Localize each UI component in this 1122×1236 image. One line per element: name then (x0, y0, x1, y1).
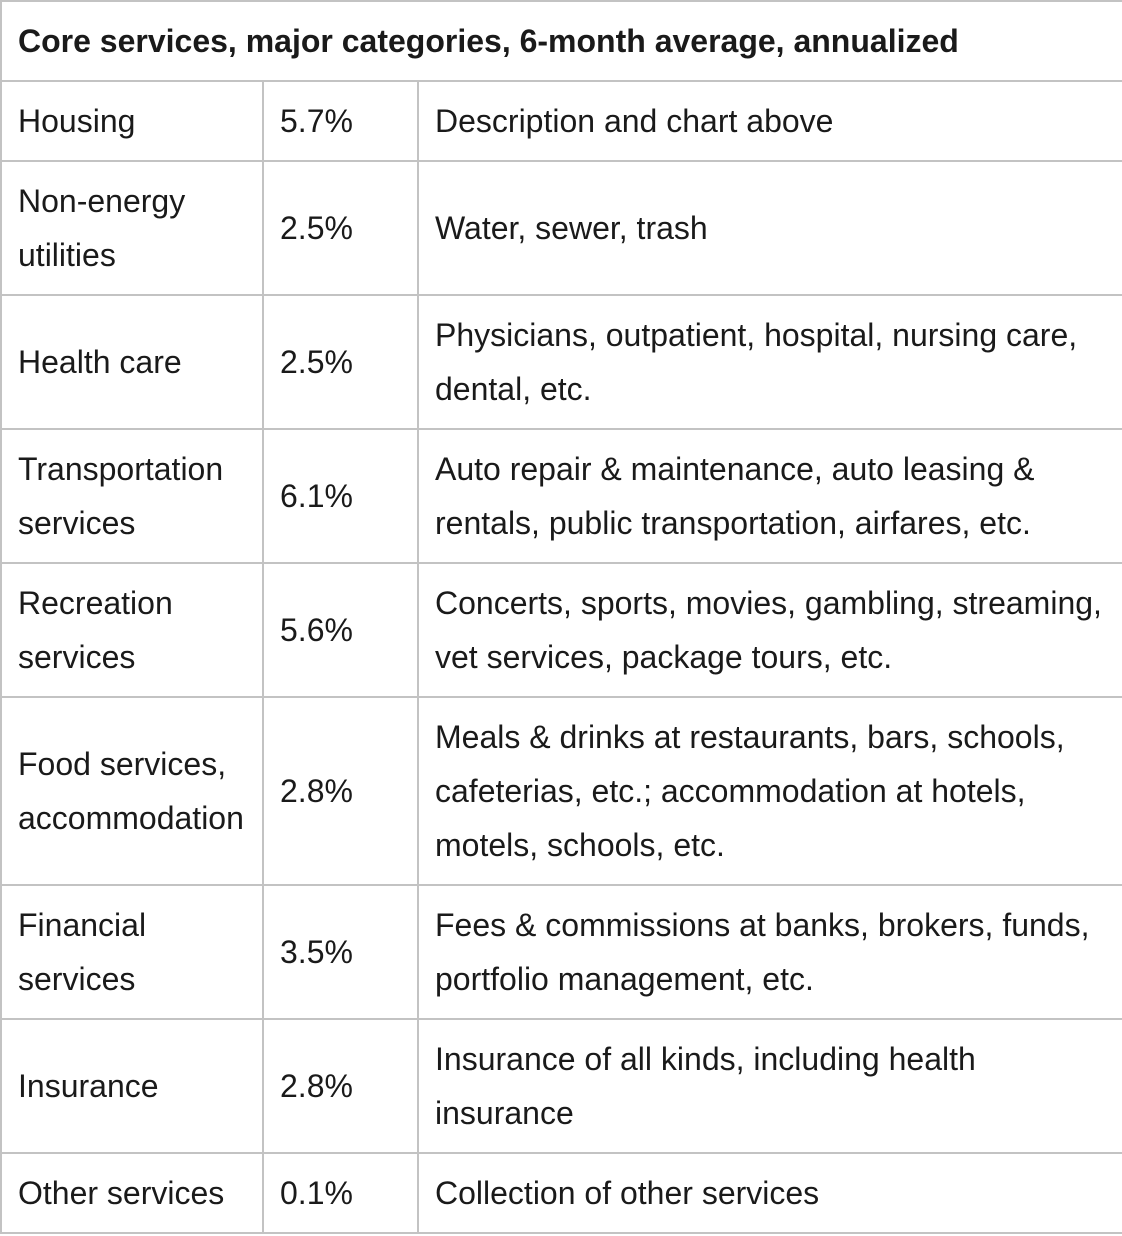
rate-cell: 0.1% (263, 1153, 418, 1233)
category-cell: Financial services (1, 885, 263, 1019)
category-cell: Other services (1, 1153, 263, 1233)
rate-cell: 3.5% (263, 885, 418, 1019)
row-financial-services (1, 885, 1122, 1019)
category-cell: Health care (1, 295, 263, 429)
row-other-services (1, 1153, 1122, 1233)
description-cell: Concerts, sports, movies, gambling, streaming, vet services, package tours, etc. (418, 563, 1122, 697)
rate-cell: 2.8% (263, 1019, 418, 1153)
rate-cell: 5.7% (263, 81, 418, 161)
rate-cell: 2.8% (263, 697, 418, 885)
description-cell: Auto repair & maintenance, auto leasing & rentals, public transportation, airfares, etc. (418, 429, 1122, 563)
description-cell: Description and chart above (418, 81, 1122, 161)
row-transportation-services (1, 429, 1122, 563)
description-cell: Water, sewer, trash (418, 161, 1122, 295)
rate-cell: 5.6% (263, 563, 418, 697)
row-non-energy-utilities (1, 161, 1122, 295)
category-cell: Insurance (1, 1019, 263, 1153)
category-cell: Transportation services (1, 429, 263, 563)
description-cell: Meals & drinks at restaurants, bars, schools, cafeterias, etc.; accommodation at hotels, motels, schools, etc. (418, 697, 1122, 885)
row-recreation-services (1, 563, 1122, 697)
table-header-row (1, 1, 1122, 81)
row-housing (1, 81, 1122, 161)
description-cell: Physicians, outpatient, hospital, nursing care, dental, etc. (418, 295, 1122, 429)
table-title: Core services, major categories, 6-month average, annualized (1, 1, 1122, 81)
rate-cell: 2.5% (263, 161, 418, 295)
category-cell: Recreation services (1, 563, 263, 697)
description-cell: Collection of other services (418, 1153, 1122, 1233)
category-cell: Food services, accommodation (1, 697, 263, 885)
description-cell: Insurance of all kinds, including health insurance (418, 1019, 1122, 1153)
category-cell: Non-energy utilities (1, 161, 263, 295)
category-cell: Housing (1, 81, 263, 161)
row-health-care (1, 295, 1122, 429)
rate-cell: 2.5% (263, 295, 418, 429)
description-cell: Fees & commissions at banks, brokers, funds, portfolio management, etc. (418, 885, 1122, 1019)
row-insurance (1, 1019, 1122, 1153)
rate-cell: 6.1% (263, 429, 418, 563)
row-food-services-accommodation (1, 697, 1122, 885)
